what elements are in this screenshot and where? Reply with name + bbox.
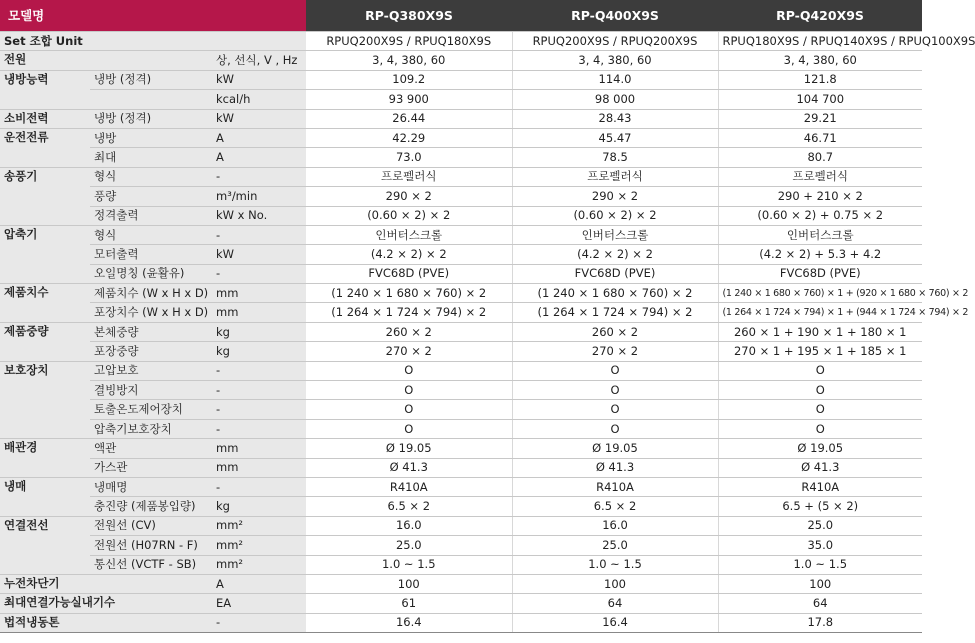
spec-value: O — [512, 400, 718, 419]
row-subcategory: 모터출력 — [90, 245, 212, 264]
spec-row — [0, 342, 922, 361]
row-unit: EA — [212, 594, 306, 613]
row-category: 냉매 — [0, 477, 90, 516]
spec-value: 25.0 — [512, 536, 718, 555]
row-unit: - — [212, 167, 306, 186]
spec-value: 46.71 — [718, 128, 922, 147]
spec-row — [0, 90, 922, 109]
spec-value: 73.0 — [306, 148, 512, 167]
row-unit: mm — [212, 439, 306, 458]
spec-value: 16.4 — [512, 613, 718, 632]
row-category: 제품치수 — [0, 284, 90, 323]
spec-value: (1 240 × 1 680 × 760) × 2 — [306, 284, 512, 303]
spec-value: 인버터스크롤 — [718, 225, 922, 244]
spec-value: 290 × 2 — [306, 187, 512, 206]
row-unit: kg — [212, 497, 306, 516]
row-subcategory: 포장중량 — [90, 342, 212, 361]
spec-row — [0, 497, 922, 516]
set-combination-value: RPUQ200X9S / RPUQ180X9S — [306, 32, 512, 51]
spec-value: 64 — [718, 594, 922, 613]
row-unit: mm — [212, 303, 306, 322]
spec-row — [0, 381, 922, 400]
spec-value: 45.47 — [512, 128, 718, 147]
row-unit: kg — [212, 322, 306, 341]
spec-value: FVC68D (PVE) — [718, 264, 922, 283]
row-category: 압축기 — [0, 225, 90, 283]
spec-value: 1.0 ~ 1.5 — [512, 555, 718, 574]
row-subcategory: 액관 — [90, 439, 212, 458]
row-category: 송풍기 — [0, 167, 90, 225]
spec-value: O — [512, 361, 718, 380]
spec-value: 260 × 1 + 190 × 1 + 180 × 1 — [718, 322, 922, 341]
spec-value: (0.60 × 2) + 0.75 × 2 — [718, 206, 922, 225]
spec-value: 프로펠러식 — [512, 167, 718, 186]
row-unit: mm² — [212, 516, 306, 535]
spec-value: Ø 41.3 — [512, 458, 718, 477]
row-subcategory: 고압보호 — [90, 361, 212, 380]
row-unit: m³/min — [212, 187, 306, 206]
row-unit: A — [212, 128, 306, 147]
model-name-3: RP-Q420X9S — [718, 0, 922, 32]
spec-row — [0, 439, 922, 458]
row-subcategory: 냉방 — [90, 128, 212, 147]
row-unit: kg — [212, 342, 306, 361]
row-unit: kW x No. — [212, 206, 306, 225]
spec-value: (0.60 × 2) × 2 — [306, 206, 512, 225]
row-subcategory: 냉방 (정격) — [90, 70, 212, 89]
spec-row — [0, 245, 922, 264]
row-subcategory: 형식 — [90, 167, 212, 186]
spec-value: 29.21 — [718, 109, 922, 128]
row-subcategory: 압축기보호장치 — [90, 419, 212, 438]
row-unit: mm² — [212, 555, 306, 574]
spec-value: 35.0 — [718, 536, 922, 555]
row-subcategory: 통신선 (VCTF - SB) — [90, 555, 212, 574]
row-unit: - — [212, 264, 306, 283]
row-category: 법적냉동톤 — [0, 613, 212, 632]
spec-row — [0, 128, 922, 147]
spec-value: 26.44 — [306, 109, 512, 128]
header-category: 모델명 — [0, 0, 306, 32]
spec-value: (1 264 × 1 724 × 794) × 2 — [512, 303, 718, 322]
row-unit: - — [212, 381, 306, 400]
spec-value: 121.8 — [718, 70, 922, 89]
spec-row — [0, 70, 922, 89]
row-subcategory: 토출온도제어장치 — [90, 400, 212, 419]
row-subcategory: 제품치수 (W x H x D) — [90, 284, 212, 303]
model-name-2: RP-Q400X9S — [512, 0, 718, 32]
spec-value: 260 × 2 — [306, 322, 512, 341]
spec-value: 114.0 — [512, 70, 718, 89]
spec-value: (4.2 × 2) × 2 — [512, 245, 718, 264]
spec-value: R410A — [306, 477, 512, 496]
spec-value: O — [718, 361, 922, 380]
spec-value: 프로펠러식 — [306, 167, 512, 186]
row-unit: kW — [212, 245, 306, 264]
spec-value: 3, 4, 380, 60 — [512, 51, 718, 70]
spec-value: O — [306, 400, 512, 419]
row-unit: kW — [212, 70, 306, 89]
row-unit: mm — [212, 458, 306, 477]
row-unit: A — [212, 148, 306, 167]
spec-value: 100 — [512, 574, 718, 593]
spec-value: O — [306, 419, 512, 438]
spec-value: O — [718, 381, 922, 400]
spec-value: (0.60 × 2) × 2 — [512, 206, 718, 225]
spec-value: (1 240 × 1 680 × 760) × 1 + (920 × 1 680 × 760) × 2 — [718, 284, 922, 303]
row-unit: - — [212, 225, 306, 244]
spec-row — [0, 225, 922, 244]
spec-value: O — [718, 400, 922, 419]
spec-value: O — [512, 381, 718, 400]
spec-value: 78.5 — [512, 148, 718, 167]
row-unit: kcal/h — [212, 90, 306, 109]
spec-row — [0, 477, 922, 496]
spec-value: FVC68D (PVE) — [306, 264, 512, 283]
row-subcategory: 전원선 (H07RN - F) — [90, 536, 212, 555]
row-category: 누전차단기 — [0, 574, 212, 593]
spec-value: 6.5 + (5 × 2) — [718, 497, 922, 516]
row-category: 보호장치 — [0, 361, 90, 439]
row-unit: - — [212, 361, 306, 380]
spec-value: 3, 4, 380, 60 — [306, 51, 512, 70]
spec-value: 290 + 210 × 2 — [718, 187, 922, 206]
spec-value: Ø 19.05 — [512, 439, 718, 458]
spec-value: (1 240 × 1 680 × 760) × 2 — [512, 284, 718, 303]
spec-row — [0, 613, 922, 632]
spec-value: 104 700 — [718, 90, 922, 109]
spec-value: (4.2 × 2) + 5.3 + 4.2 — [718, 245, 922, 264]
row-category: 배관경 — [0, 439, 90, 478]
row-category: 최대연결가능실내기수 — [0, 594, 212, 613]
spec-value: 16.0 — [512, 516, 718, 535]
row-unit: - — [212, 613, 306, 632]
row-unit: kW — [212, 109, 306, 128]
spec-value: O — [306, 361, 512, 380]
spec-value: 42.29 — [306, 128, 512, 147]
spec-value: 16.0 — [306, 516, 512, 535]
spec-value: 100 — [718, 574, 922, 593]
spec-value: R410A — [718, 477, 922, 496]
row-subcategory: 전원선 (CV) — [90, 516, 212, 535]
spec-row — [0, 555, 922, 574]
spec-value: 25.0 — [718, 516, 922, 535]
spec-value: FVC68D (PVE) — [512, 264, 718, 283]
spec-value: Ø 19.05 — [306, 439, 512, 458]
row-category: 냉방능력 — [0, 70, 90, 109]
row-unit: A — [212, 574, 306, 593]
row-unit: mm² — [212, 536, 306, 555]
spec-value: (1 264 × 1 724 × 794) × 1 + (944 × 1 724 × 794) × 2 — [718, 303, 922, 322]
spec-value: 270 × 2 — [512, 342, 718, 361]
header-row — [0, 0, 922, 32]
row-subcategory: 가스관 — [90, 458, 212, 477]
row-subcategory: 본체중량 — [90, 322, 212, 341]
row-unit: - — [212, 419, 306, 438]
spec-value: 28.43 — [512, 109, 718, 128]
spec-value: 80.7 — [718, 148, 922, 167]
spec-value: 64 — [512, 594, 718, 613]
spec-value: 6.5 × 2 — [512, 497, 718, 516]
set-combination-row — [0, 32, 922, 51]
row-subcategory: 형식 — [90, 225, 212, 244]
spec-value: 25.0 — [306, 536, 512, 555]
row-subcategory: 풍량 — [90, 187, 212, 206]
spec-value: 인버터스크롤 — [512, 225, 718, 244]
set-combination-value: RPUQ200X9S / RPUQ200X9S — [512, 32, 718, 51]
spec-value: 16.4 — [306, 613, 512, 632]
spec-value: 1.0 ~ 1.5 — [718, 555, 922, 574]
row-subcategory: 냉방 (정격) — [90, 109, 212, 128]
spec-row — [0, 284, 922, 303]
spec-value: 1.0 ~ 1.5 — [306, 555, 512, 574]
spec-value: (1 264 × 1 724 × 794) × 2 — [306, 303, 512, 322]
row-subcategory — [90, 90, 212, 109]
row-category: 소비전력 — [0, 109, 90, 128]
row-subcategory: 결빙방지 — [90, 381, 212, 400]
spec-value: Ø 41.3 — [306, 458, 512, 477]
spec-value: 93 900 — [306, 90, 512, 109]
row-category: 연결전선 — [0, 516, 90, 574]
spec-value: 270 × 1 + 195 × 1 + 185 × 1 — [718, 342, 922, 361]
row-subcategory: 포장치수 (W x H x D) — [90, 303, 212, 322]
spec-row — [0, 109, 922, 128]
spec-value: 프로펠러식 — [718, 167, 922, 186]
spec-value: 260 × 2 — [512, 322, 718, 341]
spec-value: 98 000 — [512, 90, 718, 109]
set-combination-label: Set 조합 Unit — [0, 32, 306, 51]
spec-row — [0, 167, 922, 186]
spec-value: 17.8 — [718, 613, 922, 632]
row-subcategory: 오일명칭 (윤활유) — [90, 264, 212, 283]
spec-value: O — [718, 419, 922, 438]
spec-row — [0, 51, 922, 70]
spec-row — [0, 536, 922, 555]
spec-row — [0, 574, 922, 593]
set-combination-value: RPUQ180X9S / RPUQ140X9S / RPUQ100X9S — [718, 32, 922, 51]
spec-row — [0, 400, 922, 419]
row-subcategory: 냉매명 — [90, 477, 212, 496]
spec-value: 270 × 2 — [306, 342, 512, 361]
spec-row — [0, 187, 922, 206]
spec-row — [0, 516, 922, 535]
spec-row — [0, 206, 922, 225]
spec-value: Ø 19.05 — [718, 439, 922, 458]
spec-value: 6.5 × 2 — [306, 497, 512, 516]
spec-value: 100 — [306, 574, 512, 593]
spec-value: R410A — [512, 477, 718, 496]
row-unit: - — [212, 477, 306, 496]
spec-row — [0, 458, 922, 477]
row-category: 제품중량 — [0, 322, 90, 361]
row-subcategory: 충진량 (제품봉입량) — [90, 497, 212, 516]
spec-value: 인버터스크롤 — [306, 225, 512, 244]
row-unit: mm — [212, 284, 306, 303]
row-unit: 상, 선식, V , Hz — [212, 51, 306, 70]
row-category: 전원 — [0, 51, 212, 70]
row-subcategory: 정격출력 — [90, 206, 212, 225]
spec-value: (4.2 × 2) × 2 — [306, 245, 512, 264]
spec-row — [0, 322, 922, 341]
spec-row — [0, 361, 922, 380]
spec-row — [0, 303, 922, 322]
model-name-1: RP-Q380X9S — [306, 0, 512, 32]
row-subcategory: 최대 — [90, 148, 212, 167]
spec-value: 3, 4, 380, 60 — [718, 51, 922, 70]
spec-row — [0, 419, 922, 438]
spec-value: O — [512, 419, 718, 438]
spec-value: 61 — [306, 594, 512, 613]
spec-row — [0, 148, 922, 167]
spec-value: 290 × 2 — [512, 187, 718, 206]
spec-row — [0, 594, 922, 613]
spec-value: 109.2 — [306, 70, 512, 89]
row-category: 운전전류 — [0, 128, 90, 167]
spec-value: O — [306, 381, 512, 400]
spec-row — [0, 264, 922, 283]
spec-value: Ø 41.3 — [718, 458, 922, 477]
row-unit: - — [212, 400, 306, 419]
